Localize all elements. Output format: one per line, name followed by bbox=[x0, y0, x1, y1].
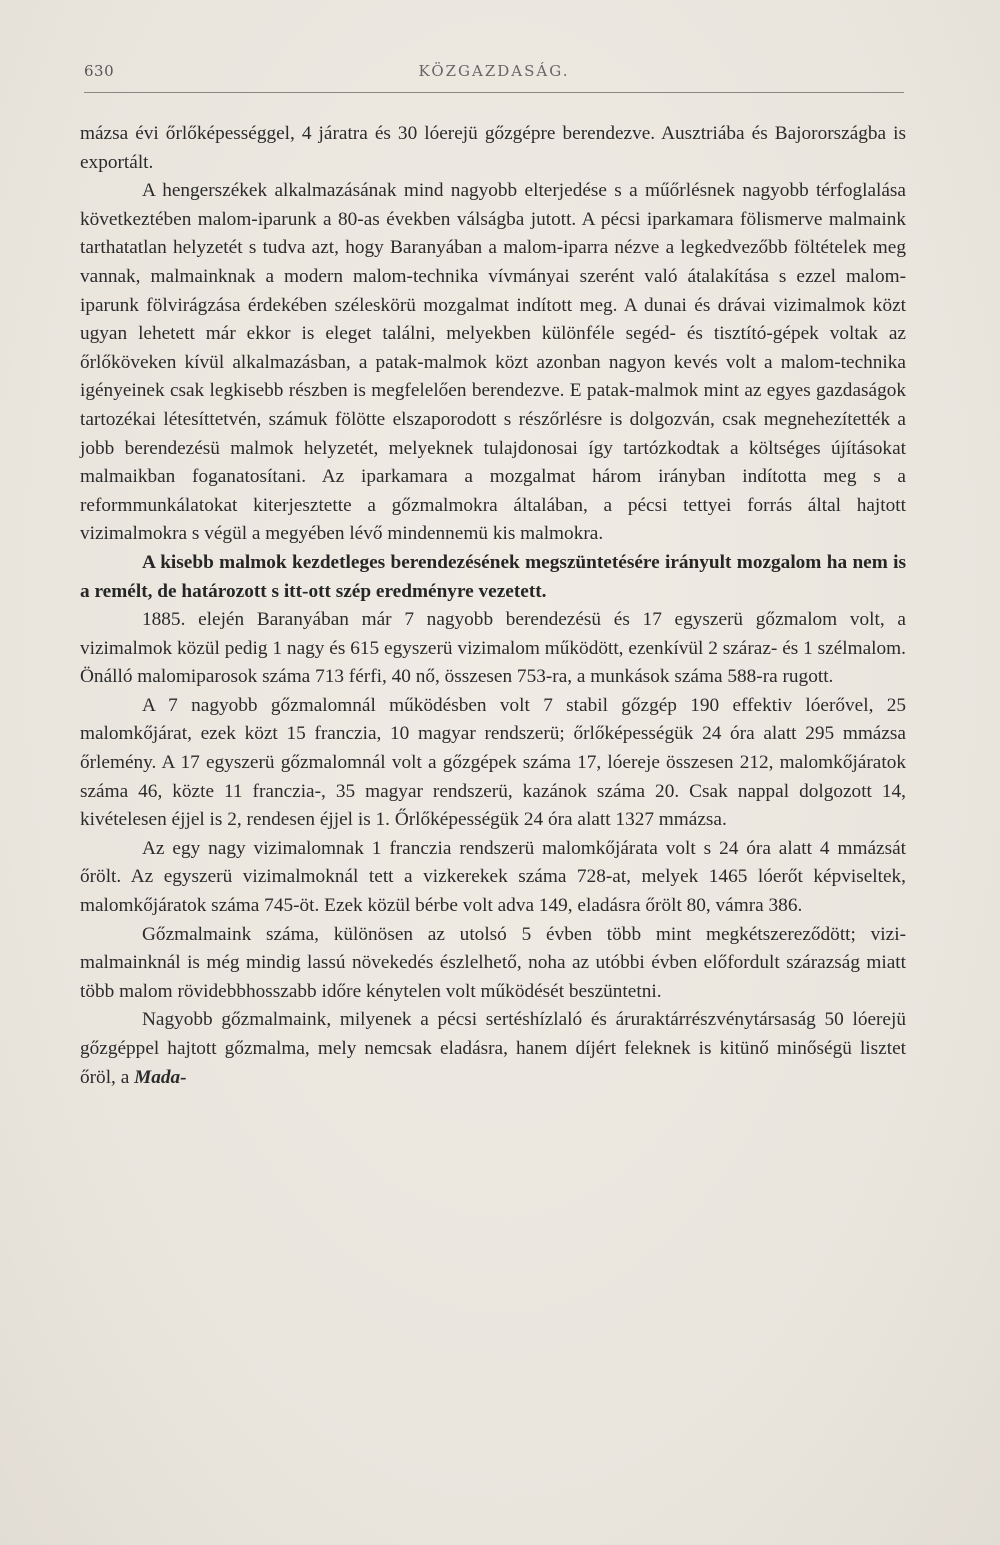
paragraph-continued: mázsa évi őrlőképességgel, 4 járatra és 30 lóerejü gőzgépre berendezve. Ausztriába és Bajorországba is exportált. bbox=[80, 123, 906, 173]
body-text bbox=[80, 120, 906, 1092]
paragraph: Gőzmalmaink száma, különösen az utolsó 5 évben több mint megkétszereződött; vizi-malmainknál is még mindig lassú növekedés észlelhető, noha az utóbbi évben előfordult szárazság miatt több malom rövidebbhosszabb időre kénytelen volt működését beszüntetni. bbox=[80, 923, 906, 1002]
paragraph: Az egy nagy vizimalomnak 1 franczia rendszerü malomkőjárata volt s 24 óra alatt 4 mmázsát őrölt. Az egyszerü vizimalmoknál tett a vizkerekek száma 728-at, melyek 1465 lóerőt képviseltek, malomkőjáratok száma 745-öt. Ezek közül bérbe volt adva 149, eladásra őrölt 80, vámra 386. bbox=[80, 837, 906, 917]
emphasized-name: Mada- bbox=[134, 1066, 187, 1088]
page-header bbox=[84, 62, 904, 92]
paragraph: A hengerszékek alkalmazásának mind nagyobb elterjedése s a műőrlésnek nagyobb térfoglalása következtében malom-iparunk a 80-as években válságba jutott. A pécsi iparkamara fölismerve malmaink tarthatatlan helyzetét s tudva azt, hogy Baranyában a malom-iparra nézve a legkedvezőbb föltételek meg vannak, malmainknak a modern malom-technika vívmányai szerént való átalakítása s ezzel malom-iparunk fölvirágzása érdekében széleskörü mozgalmat indított meg. A dunai és drávai vizimalmok közt ugyan lehetett már ekkor is eleget találni, melyekben különféle segéd- és tisztító-gépek voltak az őrlőköveken kívül alkalmazásban, a patak-malmok közt azonban nagyon kevés volt a malom-technika igényeinek csak legkisebb részben is megfelelően berendezve. E patak-malmok mint az egyes gazdaságok tartozékai létesíttetvén, számuk fölötte elszaporodott s részőrlésre is dolgozván, csak megnehezítették a jobb berendezésü malmok helyzetét, melyeknek tulajdonosai így tartózkodtak a költséges újításokat malmaikban foganatosítani. Az iparkamara a mozgalmat három irányban indította meg s a reformmunkálatokat kiterjesztette a gőzmalmokra általában, a pécsi tettyei forrás által hajtott vizimalmokra s végül a megyében lévő mindennemü kis malmokra. bbox=[80, 180, 906, 545]
page-number: 630 bbox=[84, 62, 115, 80]
paragraph: 1885. elején Baranyában már 7 nagyobb berendezésü és 17 egyszerü gőzmalom volt, a vizimalmok közül pedig 1 nagy és 615 egyszerü vizimalom működött, ezenkívül 2 száraz- és 1 szélmalom. Önálló malomiparosok száma 713 férfi, 40 nő, összesen 753-ra, a munkások száma 588-ra rugott. bbox=[80, 609, 906, 688]
header-rule bbox=[84, 92, 904, 93]
paragraph-text: Nagyobb gőzmalmaink, milyenek a pécsi sertéshízlaló és áruraktárrészvénytársaság 50 lóerejü gőzgéppel hajtott gőzmalma, mely nemcsak eladásra, hanem díjért feleknek is kitünő minőségü lisztet őröl, a bbox=[80, 1009, 906, 1088]
paragraph-last bbox=[80, 1006, 906, 1092]
paragraph-bold: A kisebb malmok kezdetleges berendezésének megszüntetésére irányult mozgalom ha nem is a remélt, de határozott s itt-ott szép eredményre vezetett. bbox=[80, 551, 906, 602]
paragraph: A 7 nagyobb gőzmalomnál működésben volt 7 stabil gőzgép 190 effektiv lóerővel, 25 malomkőjárat, ezek közt 15 franczia, 10 magyar rendszerü; őrlőképességük 24 óra alatt 295 mmázsa őrlemény. A 17 egyszerü gőzmalomnál volt a gőzgépek száma 17, lóereje összesen 212, malomkőjáratok száma 46, közte 11 franczia-, 35 magyar rendszerü, kazánok száma 20. Csak nappal dolgozott 14, kivételesen éjjel is 2, rendesen éjjel is 1. Őrlőképességük 24 óra alatt 1327 mmázsa. bbox=[80, 694, 906, 831]
running-head: KÖZGAZDASÁG. bbox=[418, 62, 570, 80]
